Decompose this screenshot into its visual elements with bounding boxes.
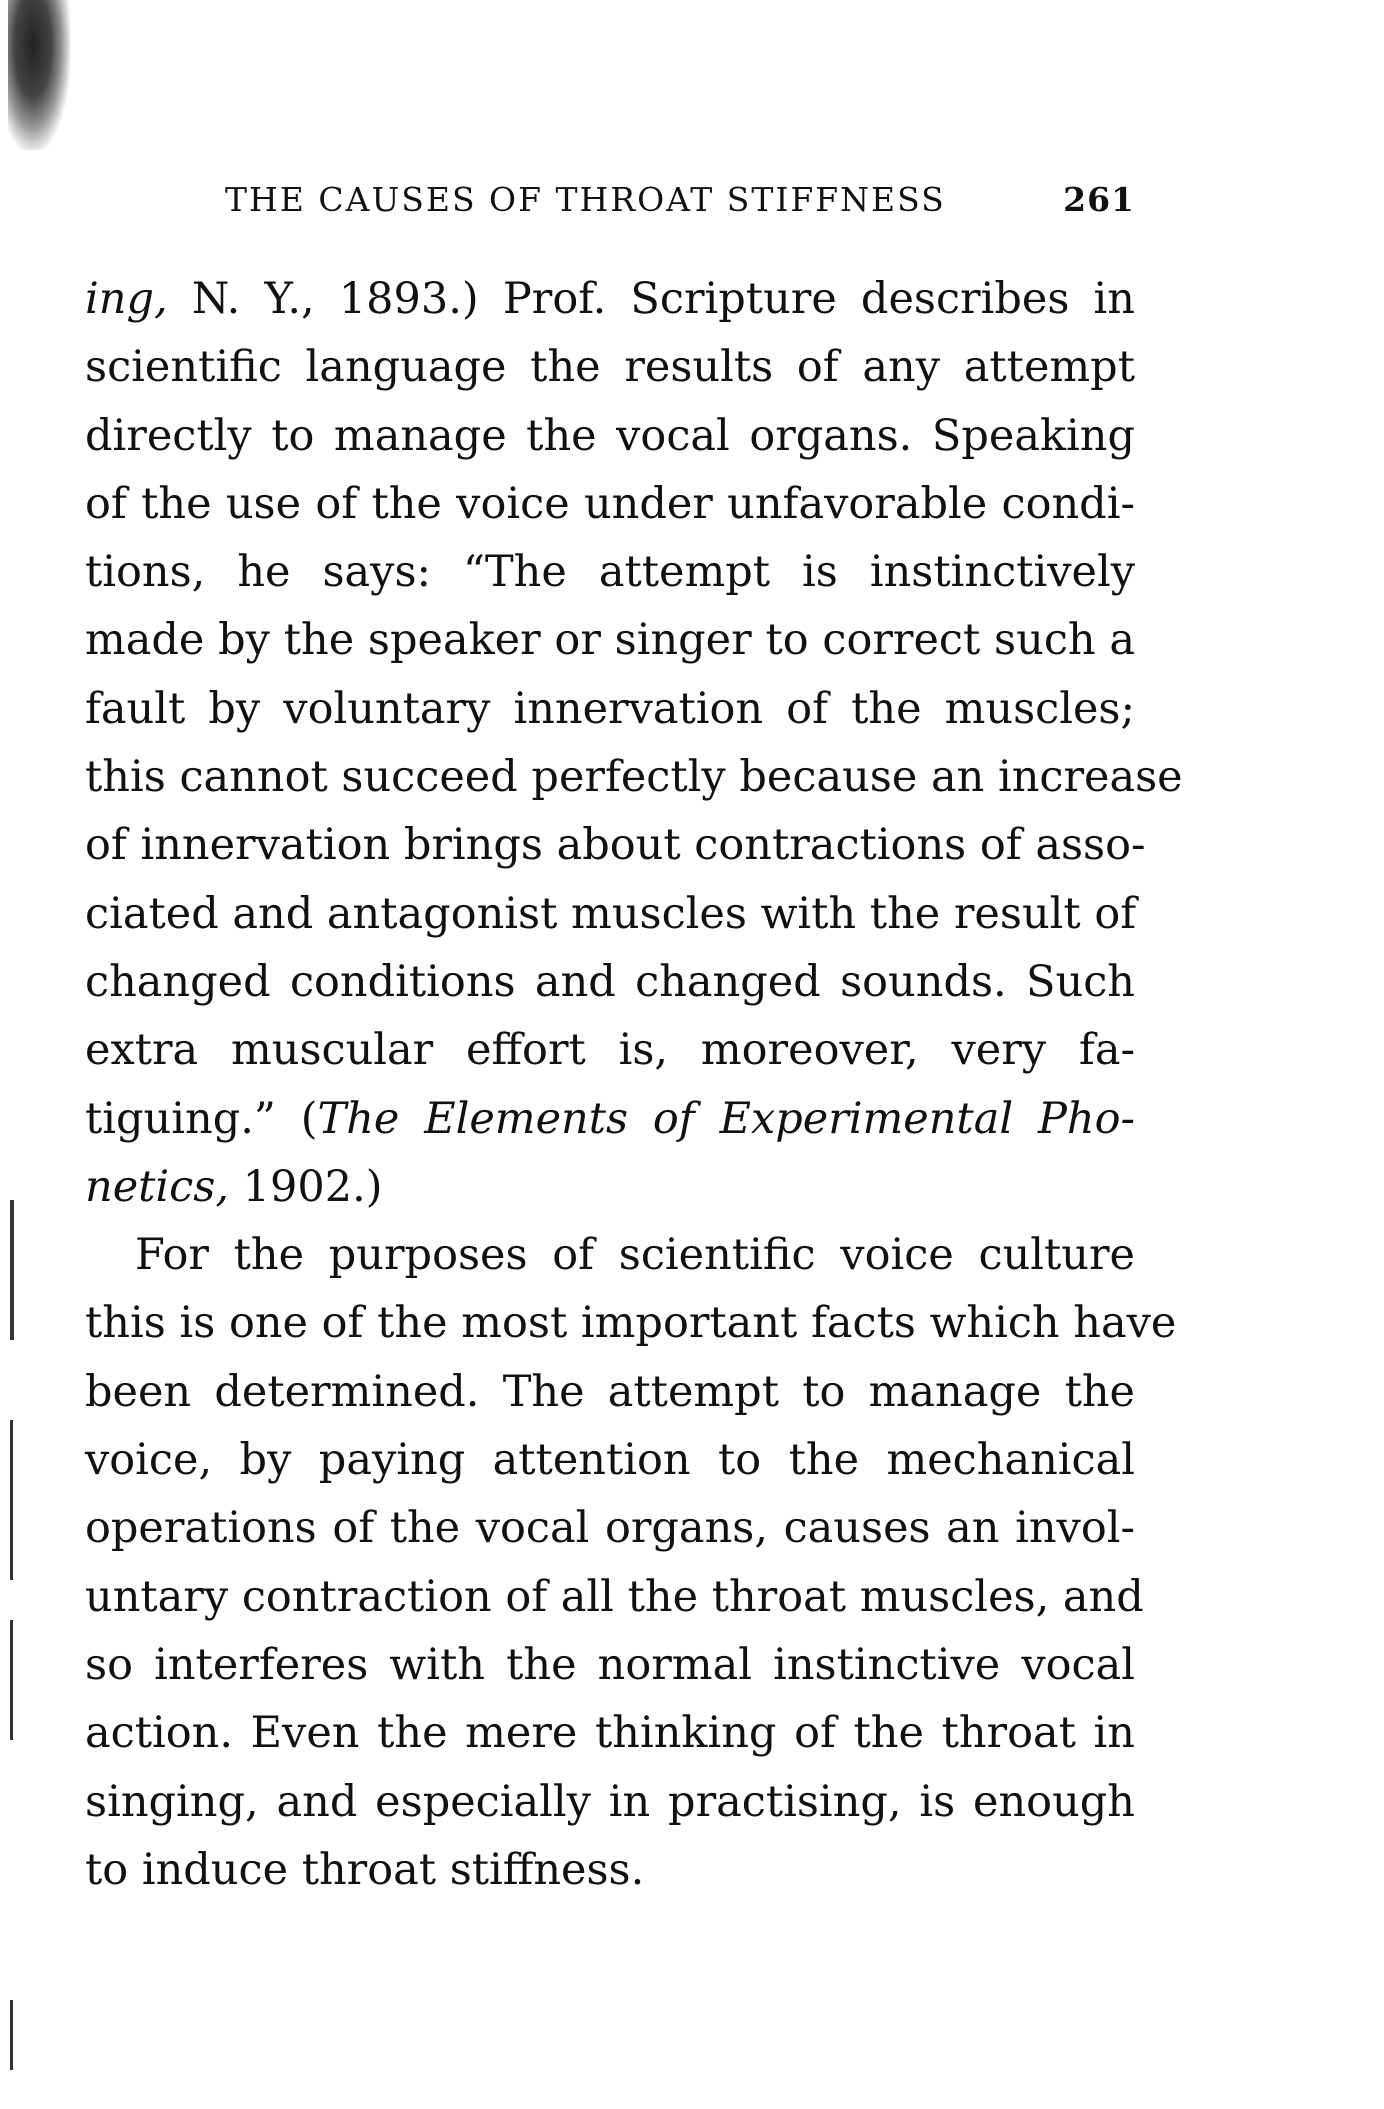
text-run: of the use of the voice under unfavorable condi- — [85, 478, 1135, 529]
paragraph — [85, 1221, 1177, 1904]
text-line: For the purposes of scientific voice culture — [135, 1230, 1135, 1281]
running-title: THE CAUSES OF THROAT STIFFNESS — [225, 180, 946, 219]
scan-corner-smudge — [8, 0, 70, 150]
text-line — [85, 675, 1135, 743]
text-run: tions, he says: “The attempt is instinctively — [85, 547, 1135, 598]
text-line — [85, 402, 1135, 470]
scan-edge-mark — [10, 1420, 13, 1580]
text-line — [85, 880, 1135, 948]
scan-edge-mark — [10, 2000, 13, 2070]
text-line: to induce throat stiffness. — [85, 1844, 645, 1895]
text-run: changed conditions and changed sounds. Such — [85, 956, 1135, 1007]
text-run: of innervation brings about contractions of asso- — [85, 820, 1146, 871]
text-run: tiguing.” ( — [85, 1093, 318, 1144]
text-run: fault by voluntary innervation of the muscles; — [85, 683, 1135, 734]
text-run: ciated and antagonist muscles with the result of — [85, 888, 1137, 939]
text-line: operations of the vocal organs, causes an invol- — [85, 1503, 1135, 1554]
paragraph — [85, 265, 1183, 1221]
text-line — [85, 1085, 1135, 1153]
italic-run: netics, — [85, 1161, 229, 1212]
text-run: extra muscular effort is, moreover, very fa- — [85, 1025, 1135, 1076]
text-line — [85, 538, 1135, 606]
scan-edge-mark — [10, 1620, 13, 1740]
page-header — [225, 180, 1135, 230]
text-run: directly to manage the vocal organs. Speaking — [85, 410, 1135, 461]
text-line: been determined. The attempt to manage the — [85, 1366, 1135, 1417]
body-text — [85, 265, 1183, 1904]
text-line: action. Even the mere thinking of the throat in — [85, 1708, 1135, 1759]
text-line: this is one of the most important facts which have — [85, 1298, 1177, 1349]
text-line — [85, 948, 1135, 1016]
text-line: untary contraction of all the throat muscles, and — [85, 1571, 1144, 1622]
text-line: singing, and especially in practising, is enough — [85, 1776, 1135, 1827]
text-run: N. Y., 1893.) Prof. Scripture describes in — [167, 274, 1135, 324]
scan-edge-mark — [10, 1200, 14, 1340]
text-run: scientific language the results of any attempt — [85, 342, 1135, 393]
text-line — [85, 1153, 1135, 1221]
text-line — [85, 743, 1183, 811]
italic-run: ing, — [85, 274, 168, 324]
text-line: so interferes with the normal instinctive vocal — [85, 1639, 1135, 1690]
text-run: this cannot succeed perfectly because an increase — [85, 752, 1183, 803]
text-run: 1902.) — [229, 1161, 383, 1212]
text-run: made by the speaker or singer to correct such a — [85, 615, 1135, 666]
text-line — [85, 811, 1146, 879]
italic-run: The Elements of Experimental Pho- — [317, 1093, 1135, 1144]
text-line — [85, 1016, 1135, 1084]
text-line — [85, 606, 1135, 674]
text-line — [85, 470, 1135, 538]
text-line — [85, 265, 1135, 333]
text-line — [85, 333, 1135, 401]
text-line: voice, by paying attention to the mechanical — [85, 1435, 1135, 1486]
page-number: 261 — [1063, 180, 1135, 219]
